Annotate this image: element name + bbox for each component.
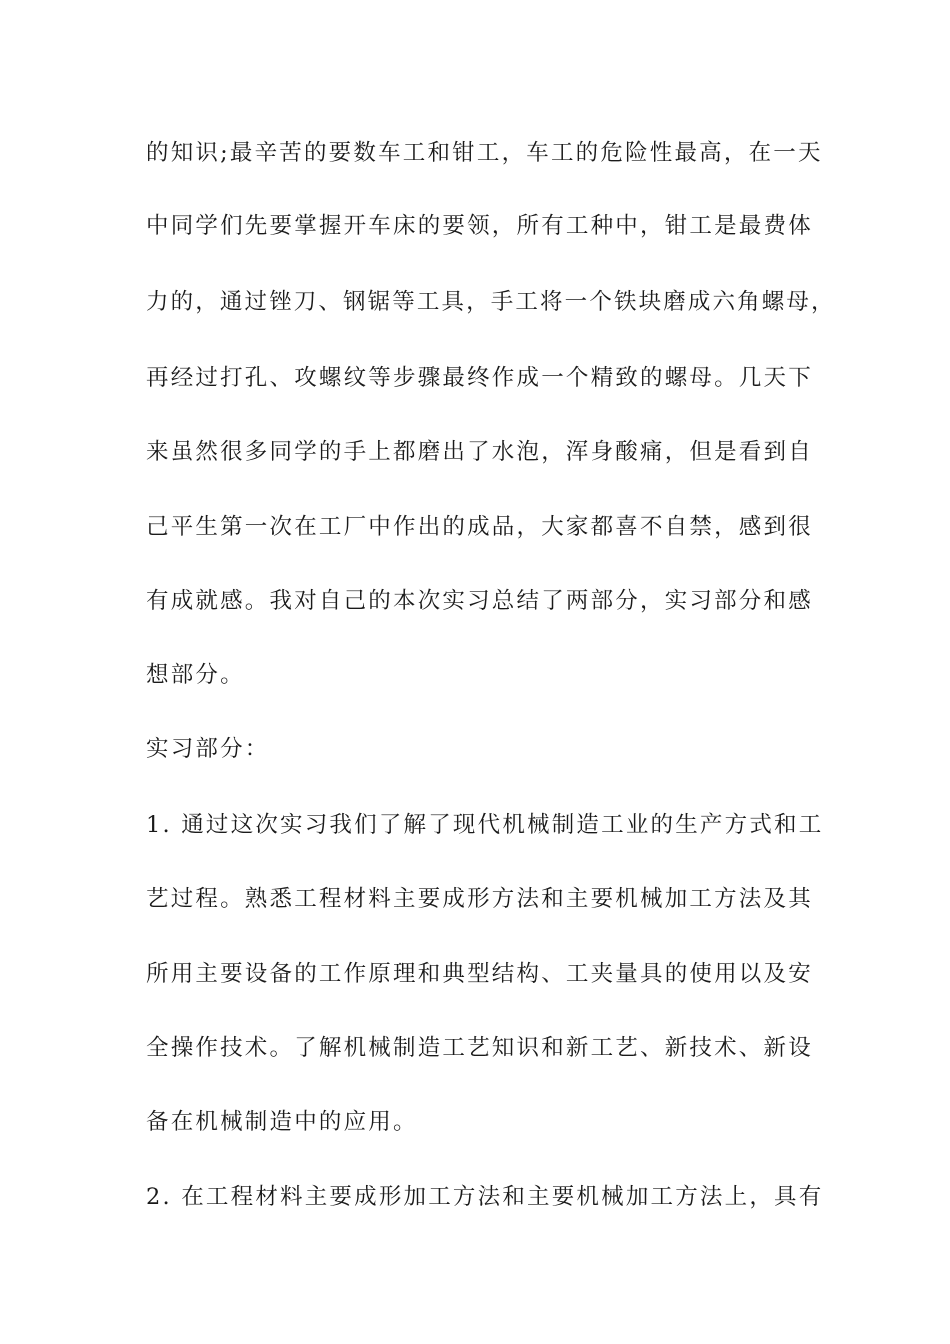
text-line: 再经过打孔、攻螺纹等步骤最终作成一个精致的螺母。几天下: [146, 365, 813, 391]
section-heading: 实习部分：: [146, 736, 270, 762]
text-line: 备在机械制造中的应用。: [146, 1109, 418, 1135]
text-line: 的知识;最辛苦的要数车工和钳工，车工的危险性最高，在一天: [146, 140, 823, 166]
text-line: 想部分。: [146, 662, 245, 688]
text-line: 艺过程。熟悉工程材料主要成形方法和主要机械加工方法及其: [146, 886, 813, 912]
text-line: 所用主要设备的工作原理和典型结构、工夹量具的使用以及安: [146, 961, 813, 987]
text-line: 中同学们先要掌握开车床的要领，所有工种中，钳工是最费体: [146, 213, 813, 239]
text-line: 力的，通过锉刀、钢锯等工具，手工将一个铁块磨成六角螺母，: [146, 289, 836, 315]
text-line: 有成就感。我对自己的本次实习总结了两部分，实习部分和感: [146, 588, 813, 614]
text-line: 全操作技术。了解机械制造工艺知识和新工艺、新技术、新设: [146, 1035, 813, 1061]
list-item-2: 2. 在工程材料主要成形加工方法和主要机械加工方法上，具有: [146, 1184, 824, 1210]
text-line: 己平生第一次在工厂中作出的成品，大家都喜不自禁，感到很: [146, 514, 813, 540]
list-item-1: 1. 通过这次实习我们了解了现代机械制造工业的生产方式和工: [146, 812, 824, 838]
text-line: 来虽然很多同学的手上都磨出了水泡，浑身酸痛，但是看到自: [146, 439, 813, 465]
